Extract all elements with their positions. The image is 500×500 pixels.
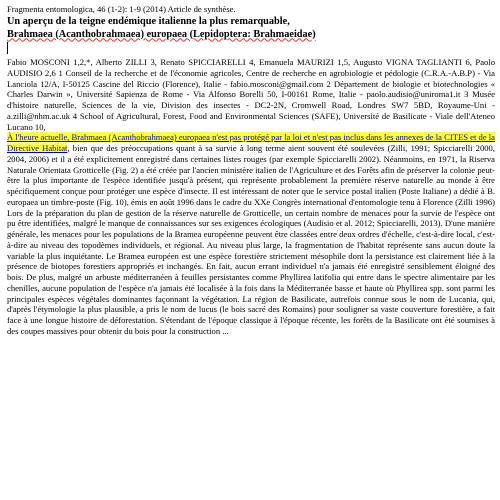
article-title bbox=[7, 16, 495, 41]
journal-header: Fragmenta entomologica, 46 (1-2): 1-9 (2014) Article de synthèse. bbox=[7, 4, 236, 14]
body-paragraph bbox=[7, 132, 495, 336]
title-line-1: Un aperçu de la teigne endémique italienne la plus remarquable, bbox=[7, 16, 290, 27]
author-affiliations: Fabio MOSCONI 1,2,*, Alberto ZILLI 3, Renato SPICCIARELLI 4, Emanuela MAURIZI 1,5, Augusto VIGNA TAGLIANTI 6, Paolo AUDISIO 2,6 1 Conseil de la recherche et de l'économie agricoles, Centre de recherche en agrobiologie et pédologie (C.R.A.-A.B.P) - Via Lanciola 12/A, I-50125 Cascine del Riccio (Florence), Italie - fabio.mosconi@gmail.com 2 Département de biologie et biotechnologies « Charles Darwin », Université Sapienza de Rome - Via Alfonso Borelli 50, I-00161 Rome, Italie - paolo.audisio@uniroma1.it 3 Musée d'histoire naturelle, Sciences de la vie, Division des insectes - DC2-2N, Cromwell Road, Londres SW7 5BD, Royaume-Uni - a.zilli@nhm.ac.uk 4 School of Agricultural, Forest, Food and Environmental Sciences (SAFE), Université de Basilicate - Viale dell'Ateneo Lucano 10, bbox=[7, 57, 495, 132]
text-cursor bbox=[7, 42, 8, 54]
highlighted-sentence[interactable]: À l'heure actuelle, Brahmaea (Acanthobrahmaea) europaea n'est pas protégé par la loi et n'est pas inclus dans les annexes de la CITES et de la Directive Habitat bbox=[7, 132, 495, 153]
body-text: , bien que des préoccupations quant à sa survie à long terme aient souvent été soulevées (Zilli, 1991; Spicciarelli 2000, 2004, 2006) et il a été explicitement enregistré dans certaines listes rouges (par exemple Spicciarelli 2002). Néanmoins, en 1971, la Riserva Naturale Orientata Grotticelle (Fig. 2) a été créée par l'ancien ministère italien de l'Agriculture et des Forêts afin de préserver la colonie peut-être la plus importante de l'espèce identifiée jusqu'à présent, qui représente probablement la première réserve naturelle au monde à être spécifiquement conçue pour protéger une espèce d'insecte. Il est intéressant de noter que le service postal italien (Poste Italiane) a dédié à B. europaea un timbre-poste (Fig. 10), émis en août 1996 dans le cadre du XXe Congrès international d'entomologie tenu à Florence (Zilli 1996) Lors de la préparation du plan de gestion de la réserve naturelle de Grotticelle, un certain nombre de menaces pour la survie de l'espèce ont pu être identifiées, malgré le manque de connaissances sur ses exigences écologiques (Audisio et al. 2012; Spicciarelli, 2013). D'une manière générale, les menaces pour les populations de la Bramea européenne peuvent être classées entre deux ordres d'échelle, c'est-à-dire local, c'est-à-dire au niveau des topodèmes individuels, et régional. Au niveau plus large, la fragmentation de l'habitat représente sans aucun doute la variable la plus inquiétante. Le Bramea européen est une espèce forestière strictement mésophile dont la persistance est clairement liée à la présence de biotopes forestiers appropriés et inchangés. En fait, aucun errant individuel n'a jamais été enregistré sensiblement éloigné des bois. De plus, malgré un arbuste méditerranéen à feuilles persistantes comme Phyllirea latifolia qui entre dans le spectre alimentaire par les chenilles, aucune population de l'espèce n'a jamais été localisée à la fois dans la Méditerranée basse et haute où Phyllirea spp. sont parmi les principales espèces végétales dominantes façonnant la végétation. La région de Basilicate, autrefois connue sous le nom de Lucania, qui, d'après l'étymologie la plus plausible, a pris le nom de lucus (le bois sacré des Romains) pour souligner sa vaste couverture forestière, a fait face à une longue histoire de déforestation. S'étendant de l'époque classique à l'époque récente, les forêts de la Basilicate ont été soumises à des coupes massives pour obtenir du bois pour la construction ... bbox=[7, 143, 495, 336]
document-page bbox=[7, 4, 495, 337]
title-line-2: Brahmaea (Acanthobrahmaea) europaea (Lepidoptera: Brahmaeidae) bbox=[7, 28, 316, 40]
